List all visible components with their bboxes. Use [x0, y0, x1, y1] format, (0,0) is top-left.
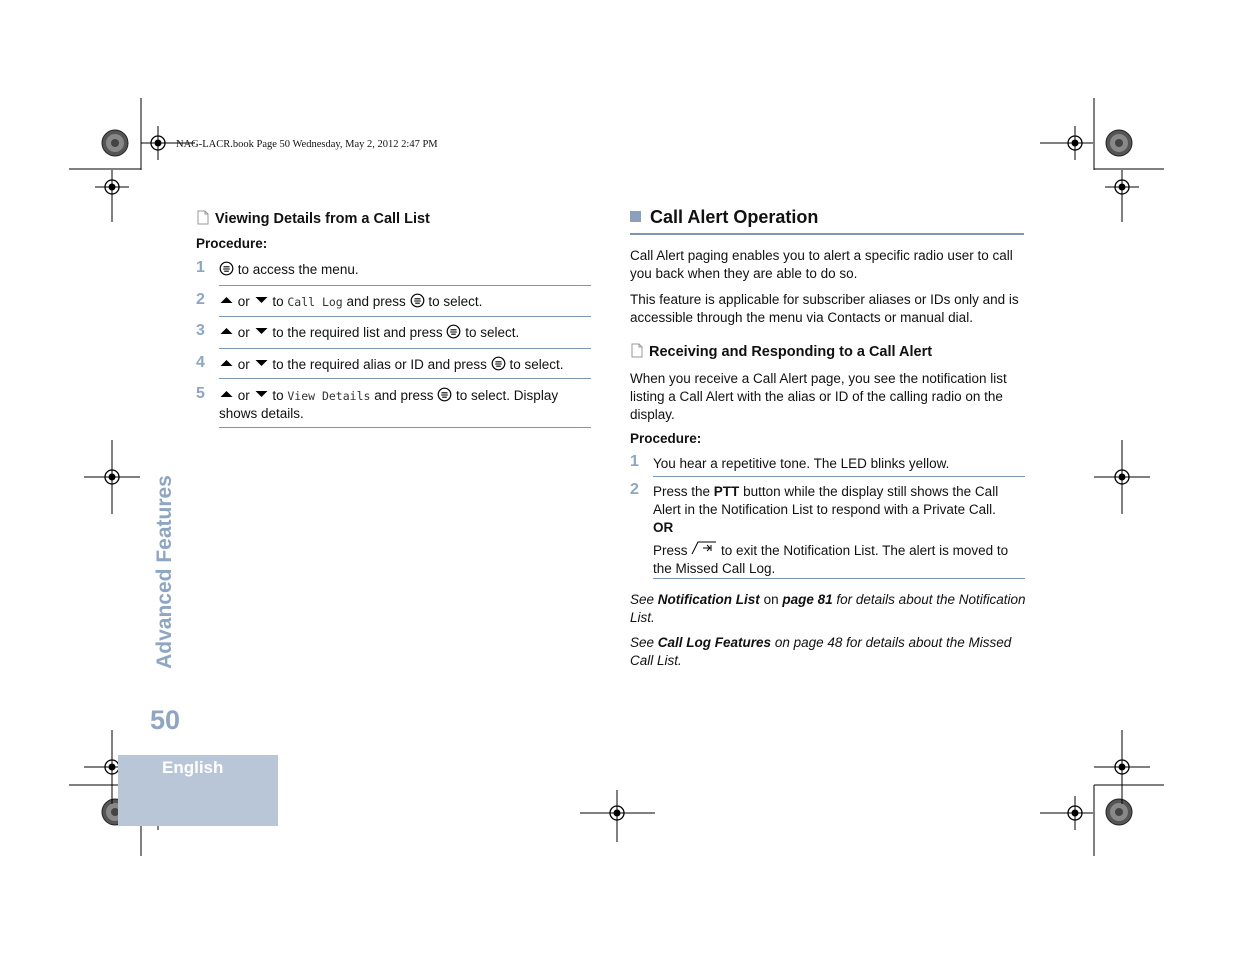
back-home-button-icon — [691, 541, 717, 555]
down-arrow-icon — [254, 324, 269, 339]
up-arrow-icon — [219, 324, 234, 339]
paragraph: This feature is applicable for subscriber aliases or IDs only and is accessible through the menu via Contacts or manual dial. — [630, 292, 1019, 325]
divider — [219, 316, 591, 317]
section-heading-call-alert — [630, 207, 818, 228]
procedure-label: Procedure: — [196, 236, 268, 251]
procedure-label: Procedure: — [630, 431, 702, 446]
heading-text: Receiving and Responding to a Call Alert — [649, 344, 933, 360]
heading-rule — [630, 233, 1024, 235]
step-number: 2 — [196, 291, 205, 308]
see-also-notification: See Notification List on page 81 for details about the Notification List. — [630, 592, 1026, 625]
divider — [653, 476, 1025, 477]
divider — [219, 285, 591, 286]
up-arrow-icon — [219, 293, 234, 308]
divider — [219, 427, 591, 428]
subheading-receiving — [631, 343, 932, 360]
down-arrow-icon — [254, 293, 269, 308]
menu-code: Call Log — [287, 295, 343, 309]
step-number: 3 — [196, 322, 205, 339]
menu-ok-button-icon — [491, 356, 506, 371]
divider — [219, 348, 591, 349]
divider — [653, 578, 1025, 579]
document-icon — [197, 210, 209, 225]
language-label: English — [162, 758, 224, 777]
heading-text: Call Alert Operation — [650, 207, 819, 227]
section-side-title: Advanced Features — [153, 475, 176, 669]
step-number: 5 — [196, 385, 205, 402]
down-arrow-icon — [254, 387, 269, 402]
step-number: 1 — [196, 259, 205, 276]
or-label: OR — [653, 520, 674, 535]
menu-ok-button-icon — [219, 261, 234, 276]
page-number: 50 — [150, 705, 181, 735]
heading-text: Viewing Details from a Call List — [215, 211, 430, 227]
paragraph: When you receive a Call Alert page, you see the notification list listing a Call Alert with the alias or ID of the calling radio on the display. — [630, 371, 1007, 422]
menu-ok-button-icon — [446, 324, 461, 339]
divider — [219, 378, 591, 379]
down-arrow-icon — [254, 356, 269, 371]
right-steps-list: 1 You hear a repetitive tone. The LED blinks yellow. 2 Press the PTT button while the display still shows the Call Alert in the Notification List to respond with a Private Call. OR Press to exit the Notification List. The alert is moved to the Missed Call Log. — [630, 455, 1025, 585]
section-square-icon — [630, 211, 641, 222]
paragraph: Call Alert paging enables you to alert a specific radio user to call you back when they are able to do so. — [630, 248, 1013, 281]
step-number: 1 — [630, 453, 639, 470]
step-number: 4 — [196, 354, 205, 371]
menu-ok-button-icon — [410, 293, 425, 308]
up-arrow-icon — [219, 356, 234, 371]
menu-ok-button-icon — [437, 387, 452, 402]
document-icon — [631, 343, 643, 358]
book-info: NAG-LACR.book Page 50 Wednesday, May 2, 2012 2:47 PM — [176, 139, 438, 150]
section-heading-viewing-details — [197, 210, 430, 227]
see-also-call-log: See Call Log Features on page 48 for details about the Missed Call List. — [630, 635, 1012, 668]
menu-code: View Details — [287, 389, 371, 403]
up-arrow-icon — [219, 387, 234, 402]
left-steps-list: 1 to access the menu. 2 or to Call Log and press to select. 3 or to the required list and press to select. 4 or to the required alias or ID and press to select. 5 or to View Details and press to select. Display shows details. — [196, 261, 591, 431]
step-number: 2 — [630, 481, 639, 498]
